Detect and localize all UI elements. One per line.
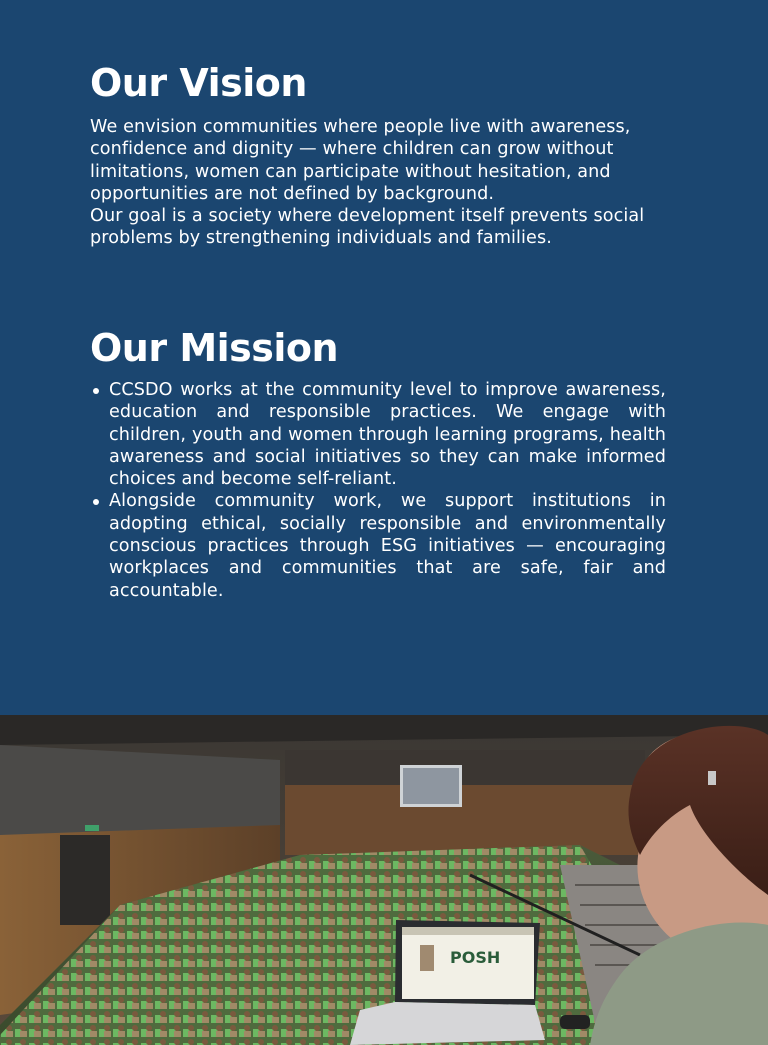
vision-title: Our Vision <box>90 61 307 105</box>
laptop-screen-title: POSH <box>450 948 501 967</box>
mission-section <box>90 325 666 602</box>
vision-text: We envision communities where people live with awareness, confidence and dignity — where children can grow without limitations, women can participate without hesitation, and opportunities are not defined by background. Our goal is a society where development itself prevents social problems by strengthening individuals and families. <box>90 117 645 249</box>
vision-section <box>90 60 666 250</box>
mission-title: Our Mission <box>90 326 339 370</box>
mission-item: CCSDO works at the community level to improve awareness, education and responsible practices. We engage with children, youth and women through learning programs, health awareness and social initiatives so they can make informed choices and become self-reliant. <box>90 379 666 490</box>
mission-list <box>90 379 666 602</box>
mission-item: Alongside community work, we support institutions in adopting ethical, socially responsible and environmentally conscious practices through ESG initiatives — encouraging workplaces and communities that are safe, fair and accountable. <box>90 490 666 601</box>
auditorium-photo <box>0 715 768 1045</box>
